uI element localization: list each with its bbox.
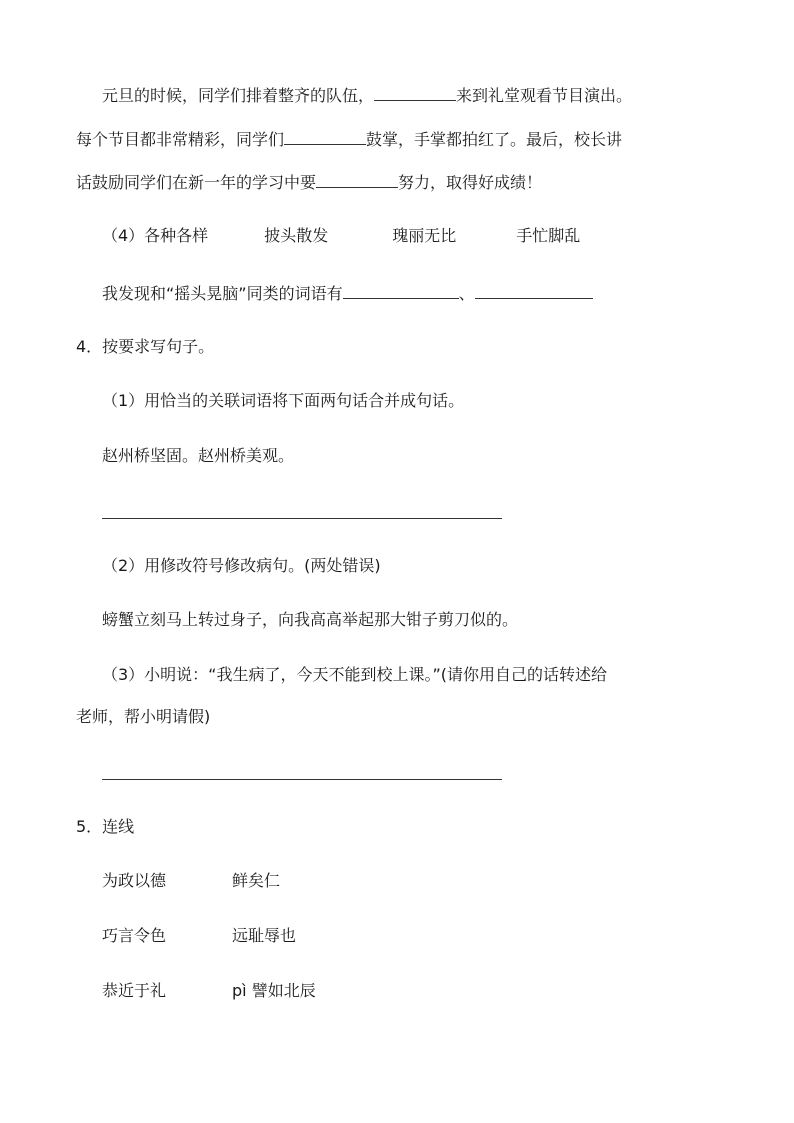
match-right-1[interactable]: 鲜矣仁 <box>232 871 281 890</box>
similar-words-prompt: 我发现和“摇头晃脑”同类的词语有 、 <box>102 282 593 306</box>
word-item-1: （4）各种各样 <box>102 226 209 245</box>
word-list-row <box>102 224 580 248</box>
answer-line-1[interactable] <box>102 518 502 519</box>
match-left-2[interactable]: 巧言令色 <box>102 926 167 945</box>
question-4-title: 4．按要求写句子。 <box>76 337 215 356</box>
q4-sub1-prompt: （1）用恰当的关联词语将下面两句话合并成句话。 <box>102 391 465 410</box>
answer-line-2[interactable] <box>102 779 502 780</box>
answer-blank-1[interactable] <box>374 84 456 101</box>
q4-sub3-prompt-line-2: 老师，帮小明请假) <box>76 707 211 726</box>
match-left-1[interactable]: 为政以德 <box>102 871 167 890</box>
match-left-3[interactable]: 恭近于礼 <box>102 981 167 1000</box>
answer-blank-5[interactable] <box>475 282 593 299</box>
q4-sub3-prompt-line-1: （3）小明说：“我生病了，今天不能到校上课。”(请你用自己的话转述给 <box>102 665 608 684</box>
question-5-title: 5．连线 <box>76 817 135 836</box>
word-item-2: 披头散发 <box>264 226 329 245</box>
word-item-4: 手忙脚乱 <box>516 226 581 245</box>
passage-line-2: 每个节目都非常精彩，同学们 鼓掌，手掌都拍红了。最后，校长讲 <box>76 130 623 149</box>
match-right-3[interactable]: pì 譬如北辰 <box>232 981 316 1000</box>
passage-line-3: 话鼓励同学们在新一年的学习中要 努力，取得好成绩！ <box>76 173 543 192</box>
q4-sub1-sentence: 赵州桥坚固。赵州桥美观。 <box>102 446 295 465</box>
q4-sub2-sentence: 螃蟹立刻马上转过身子，向我高高举起那大钳子剪刀似的。 <box>102 610 519 629</box>
word-item-3: 瑰丽无比 <box>392 226 457 245</box>
match-right-2[interactable]: 远耻辱也 <box>232 926 297 945</box>
answer-blank-3[interactable] <box>316 171 398 188</box>
answer-blank-2[interactable] <box>284 128 366 145</box>
passage-line-1: 元旦的时候，同学们排着整齐的队伍， 来到礼堂观看节目演出。 <box>102 86 633 105</box>
q4-sub2-prompt: （2）用修改符号修改病句。(两处错误) <box>102 556 381 575</box>
answer-blank-4[interactable] <box>343 282 459 299</box>
